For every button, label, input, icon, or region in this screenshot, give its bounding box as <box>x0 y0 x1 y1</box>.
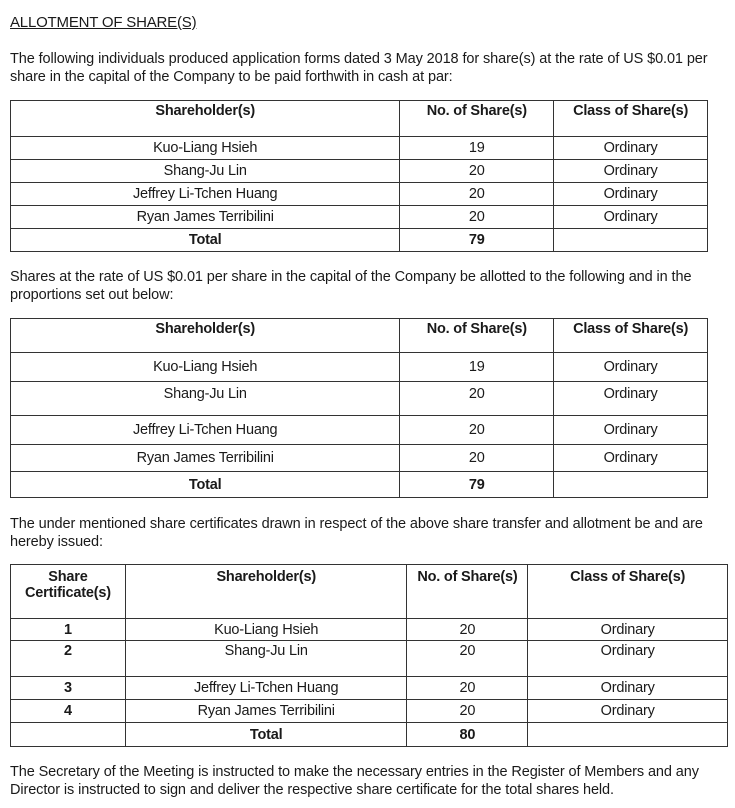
share-count: 20 <box>400 382 554 416</box>
table-header-row <box>11 565 728 619</box>
total-value: 80 <box>407 723 528 747</box>
header-class-of-shares: Class of Share(s) <box>528 565 728 619</box>
empty-cell <box>554 472 708 498</box>
certificate-number: 1 <box>11 619 126 641</box>
allotment-paragraph: Shares at the rate of US $0.01 per share in the capital of the Company be allotted to the following and in the proportions set out below: <box>10 269 692 303</box>
shareholder-name: Ryan James Terribilini <box>11 445 400 472</box>
table-row <box>11 416 708 445</box>
header-no-of-shares: No. of Share(s) <box>400 101 554 137</box>
table-header-row <box>11 101 708 137</box>
share-class: Ordinary <box>528 700 728 723</box>
empty-cell <box>11 723 126 747</box>
header-no-of-shares: No. of Share(s) <box>407 565 528 619</box>
shareholder-name: Kuo-Liang Hsieh <box>125 619 407 641</box>
share-class: Ordinary <box>554 183 708 206</box>
share-count: 20 <box>400 445 554 472</box>
share-class: Ordinary <box>554 137 708 160</box>
table-row <box>11 382 708 416</box>
table-row <box>11 445 708 472</box>
table-row <box>11 183 708 206</box>
header-cert-line1: Share <box>48 569 88 585</box>
table-row <box>11 353 708 382</box>
header-shareholders: Shareholder(s) <box>11 101 400 137</box>
share-count: 19 <box>400 137 554 160</box>
total-label: Total <box>11 229 400 252</box>
certificate-number: 4 <box>11 700 126 723</box>
intro-paragraph: The following individuals produced application forms dated 3 May 2018 for share(s) at the rate of US $0.01 per share in the capital of the Company to be paid forthwith in cash at par: <box>10 51 708 85</box>
shareholder-name: Shang-Ju Lin <box>11 382 400 416</box>
empty-cell <box>554 229 708 252</box>
share-count: 20 <box>400 183 554 206</box>
total-row <box>11 472 708 498</box>
shareholder-name: Kuo-Liang Hsieh <box>11 353 400 382</box>
certificate-number: 3 <box>11 677 126 700</box>
header-no-of-shares: No. of Share(s) <box>400 319 554 353</box>
share-count: 20 <box>407 677 528 700</box>
share-class: Ordinary <box>528 677 728 700</box>
shareholder-name: Ryan James Terribilini <box>125 700 407 723</box>
shareholder-name: Jeffrey Li-Tchen Huang <box>11 416 400 445</box>
header-shareholders: Shareholder(s) <box>125 565 407 619</box>
header-share-certificates <box>11 565 126 619</box>
share-count: 20 <box>407 700 528 723</box>
shareholder-name: Shang-Ju Lin <box>11 160 400 183</box>
table-row <box>11 700 728 723</box>
table-row <box>11 206 708 229</box>
header-cert-line2: Certificate(s) <box>25 585 111 601</box>
header-class-of-shares: Class of Share(s) <box>554 319 708 353</box>
table-row <box>11 160 708 183</box>
table-row <box>11 619 728 641</box>
allotment-table <box>10 318 708 498</box>
share-class: Ordinary <box>554 160 708 183</box>
header-shareholders: Shareholder(s) <box>11 319 400 353</box>
share-count: 20 <box>407 641 528 677</box>
total-row <box>11 723 728 747</box>
certificates-paragraph: The under mentioned share certificates drawn in respect of the above share transfer and allotment be and are hereby issued: <box>10 516 703 550</box>
share-class: Ordinary <box>554 382 708 416</box>
share-class: Ordinary <box>554 416 708 445</box>
table-row <box>11 137 708 160</box>
shareholder-name: Ryan James Terribilini <box>11 206 400 229</box>
certificates-table <box>10 564 728 747</box>
total-value: 79 <box>400 472 554 498</box>
empty-cell <box>528 723 728 747</box>
shareholder-name: Jeffrey Li-Tchen Huang <box>11 183 400 206</box>
share-count: 20 <box>400 160 554 183</box>
share-class: Ordinary <box>528 619 728 641</box>
share-count: 19 <box>400 353 554 382</box>
header-class-of-shares: Class of Share(s) <box>554 101 708 137</box>
share-count: 20 <box>407 619 528 641</box>
share-count: 20 <box>400 416 554 445</box>
share-class: Ordinary <box>554 206 708 229</box>
certificate-number: 2 <box>11 641 126 677</box>
shareholder-name: Shang-Ju Lin <box>125 641 407 677</box>
section-heading: ALLOTMENT OF SHARE(S) <box>10 14 197 31</box>
closing-paragraph: The Secretary of the Meeting is instructed to make the necessary entries in the Register of Members and any Director is instructed to sign and deliver the respective share certificate for the total shares held. <box>10 764 699 798</box>
total-value: 79 <box>400 229 554 252</box>
total-label: Total <box>125 723 407 747</box>
share-class: Ordinary <box>554 353 708 382</box>
share-class: Ordinary <box>528 641 728 677</box>
share-class: Ordinary <box>554 445 708 472</box>
application-table <box>10 100 708 252</box>
share-count: 20 <box>400 206 554 229</box>
table-row <box>11 641 728 677</box>
total-label: Total <box>11 472 400 498</box>
shareholder-name: Jeffrey Li-Tchen Huang <box>125 677 407 700</box>
table-row <box>11 677 728 700</box>
total-row <box>11 229 708 252</box>
shareholder-name: Kuo-Liang Hsieh <box>11 137 400 160</box>
table-header-row <box>11 319 708 353</box>
